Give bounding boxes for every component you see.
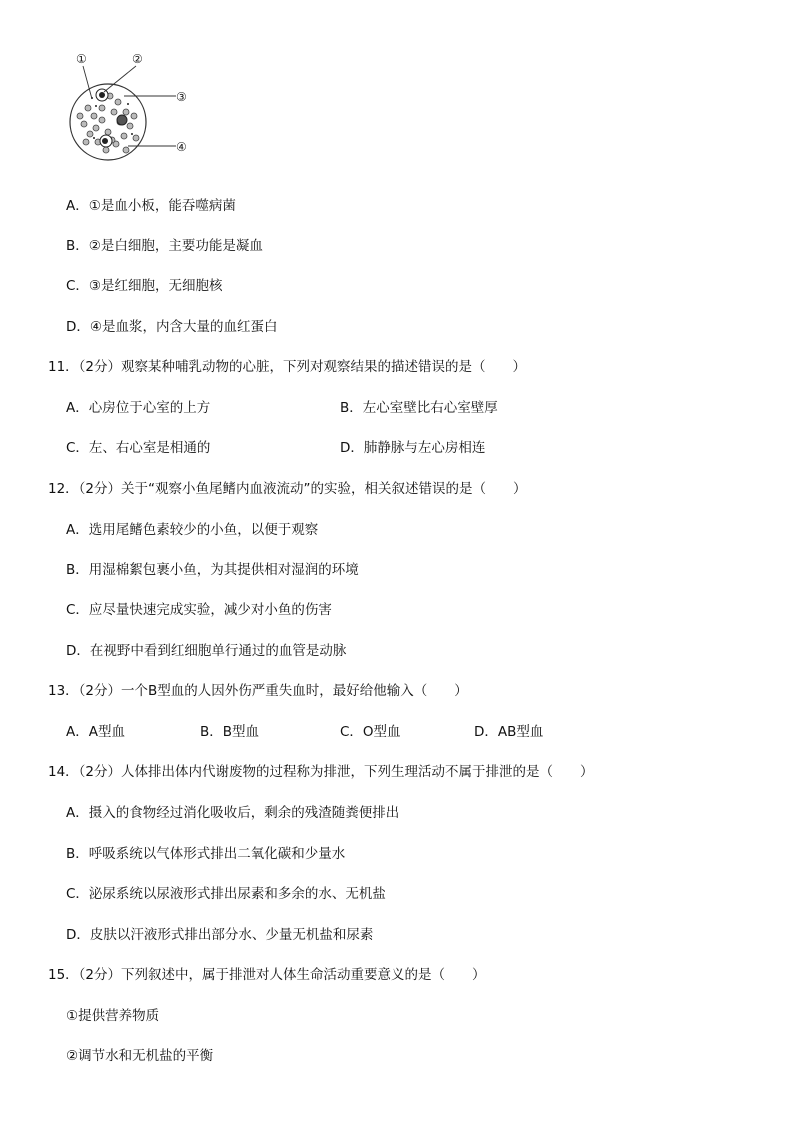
q10-option-c: C．③是红细胞，无细胞核 [66, 278, 223, 294]
q11-option-c: C．左、右心室是相通的 [66, 440, 211, 456]
q14-option-c: C．泌尿系统以尿液形式排出尿素和多余的水、无机盐 [66, 886, 386, 902]
q13-option-b: B．B型血 [200, 724, 260, 740]
q12-option-b: B．用湿棉絮包裹小鱼，为其提供相对湿润的环境 [66, 562, 359, 578]
q11-option-a: A．心房位于心室的上方 [66, 400, 211, 416]
q12-stem: 12．（2分）关于“观察小鱼尾鳍内血液流动”的实验，相关叙述错误的是（ ） [48, 481, 527, 497]
q14-option-a: A．摄入的食物经过消化吸收后，剩余的残渣随粪便排出 [66, 805, 400, 821]
q11-option-b: B．左心室壁比右心室壁厚 [340, 400, 498, 416]
q13-option-d: D．AB型血 [474, 724, 544, 740]
label-1: ① [76, 52, 87, 66]
q14-option-d: D．皮肤以汗液形式排出部分水、少量无机盐和尿素 [66, 927, 374, 943]
label-4: ④ [176, 140, 187, 154]
q12-option-c: C．应尽量快速完成实验，减少对小鱼的伤害 [66, 602, 332, 618]
q15-statement-2: ②调节水和无机盐的平衡 [66, 1048, 214, 1064]
q11-stem: 11．（2分）观察某种哺乳动物的心脏，下列对观察结果的描述错误的是（ ） [48, 359, 527, 375]
q12-option-a: A．选用尾鳍色素较少的小鱼，以便于观察 [66, 522, 319, 538]
label-3: ③ [176, 90, 187, 104]
q13-option-c: C．O型血 [340, 724, 401, 740]
q15-stem: 15．（2分）下列叙述中，属于排泄对人体生命活动重要意义的是（ ） [48, 967, 486, 983]
blood-smear-diagram [66, 46, 226, 176]
q11-option-d: D．肺静脉与左心房相连 [340, 440, 486, 456]
q15-statement-1: ①提供营养物质 [66, 1008, 160, 1024]
q14-stem: 14．（2分）人体排出体内代谢废物的过程称为排泄，下列生理活动不属于排泄的是（ ） [48, 764, 594, 780]
blood-smear-figure [66, 46, 226, 176]
q14-option-b: B．呼吸系统以气体形式排出二氧化碳和少量水 [66, 846, 346, 862]
q10-option-b: B．②是白细胞，主要功能是凝血 [66, 238, 263, 254]
q10-option-a: A．①是血小板，能吞噬病菌 [66, 198, 236, 214]
label-2: ② [132, 52, 143, 66]
q13-option-a: A．A型血 [66, 724, 125, 740]
q10-option-d: D．④是血浆，内含大量的血红蛋白 [66, 319, 278, 335]
q12-option-d: D．在视野中看到红细胞单行通过的血管是动脉 [66, 643, 347, 659]
q13-stem: 13．（2分）一个B型血的人因外伤严重失血时，最好给他输入（ ） [48, 683, 468, 699]
